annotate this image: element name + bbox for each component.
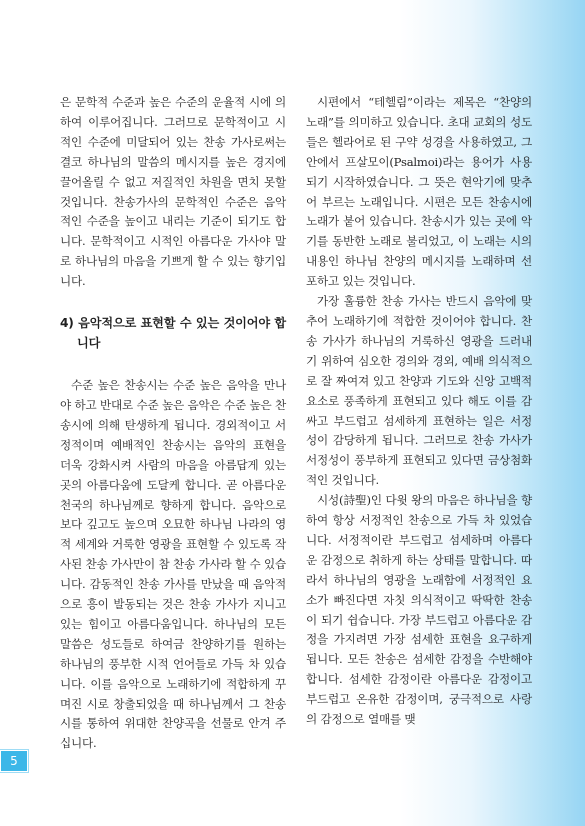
left-paragraph-2: 수준 높은 찬송시는 수준 높은 음악을 만나야 하고 반대로 수준 높은 음악은 수준 높은 찬송시에 의해 탄생하게 됩니다. 경외적이고 서정적이며 예배적인 찬송시는 음악의 표현을 더욱 강화시켜 사람의 마음을 아름답게 있는 곳의 아름다움에 도달케 합니다. 곧 아름다운 천국의 하나님께로 향하게 합니다. 음악으로 보다 깊고도 높으며 오묘한 하나님 나라의 영적 세계와 거룩한 영광을 표현할 수 있도록 작사된 찬송 가사만이 참 찬송 가사라 할 수 있습니다. 감동적인 찬송 가사를 만났을 때 음악적으로 흥이 발동되는 것은 찬송 가사가 지니고 있는 힘이고 아름다움입니다. 하나님의 모든 말씀은 성도들로 하여금 찬양하기를 원하는 하나님의 풍부한 시적 언어들로 가득 차 있습니다. 이를 음악으로 노래하기에 적합하게 꾸며진 시로 창출되었을 때 하나님께서 그 찬송시를 통하여 위대한 찬양곡을 선물로 안겨 주십니다. (60, 378, 286, 751)
right-paragraph-2: 가장 훌륭한 찬송 가사는 반드시 음악에 맞추어 노래하기에 적합한 것이어야 합니다. 찬송 가사가 하나님의 거룩하신 영광을 드러내기 위하여 심오한 경의와 경외, 예배 의식적으로 잘 짜여져 있고 찬양과 기도와 신앙 고백적 요소로 풍족하게 표현되고 있다 해도 이를 감싸고 부드럽고 섬세하게 표현하는 일은 서정성이 감당하게 됩니다. 그러므로 찬송 가사가 서정성이 풍부하게 표현되고 있다면 금상첨화적인 것입니다. (306, 294, 532, 488)
right-paragraph-1: 시편에서 “테헬림”이라는 제목은 “찬양의 노래”를 의미하고 있습니다. 초대 교회의 성도들은 헬라어로 된 구약 성경을 사용하였고, 그 안에서 프살모이(Psalmoi)라는 용어가 사용되기 시작하였습니다. 그 뜻은 현악기에 맞추어 부르는 노래입니다. 시편은 모든 찬송시에 노래가 붙어 있습니다. 찬송시가 있는 곳에 악기를 동반한 노래로 불리었고, 이 노래는 시의 내용인 하나님 찬양의 메시지를 노래하며 선포하고 있는 것입니다. (306, 95, 532, 289)
left-column (60, 93, 286, 754)
left-paragraph-1: 은 문학적 수준과 높은 수준의 운율적 시에 의하여 이루어집니다. 그러므로 문학적이고 시적인 수준에 미달되어 있는 찬송 가사로써는 결코 하나님의 말씀의 메시지를 높은 경지에 끌어올릴 수 없고 저질적인 차원을 면치 못할 것입니다. 찬송가사의 문학적인 수준은 음악적인 수준을 높이고 내리는 기준이 되기도 합니다. 문학적이고 시적인 아름다운 가사야 말로 하나님의 마음을 기쁘게 할 수 있는 향기입니다. (60, 95, 286, 289)
right-paragraph-3: 시성(詩聖)인 다윗 왕의 마음은 하나님을 향하여 항상 서정적인 찬송으로 가득 차 있었습니다. 서정적이란 부드럽고 섬세하며 아름다운 감정으로 취하게 하는 상태를 말합니다. 따라서 하나님의 영광을 노래함에 서정적인 요소가 빠진다면 자칫 의식적이고 딱딱한 찬송이 되기 쉽습니다. 가장 부드럽고 아름다운 감정을 가지려면 가장 섬세한 표현을 요구하게 됩니다. 모든 찬송은 섬세한 감정을 수반해야 합니다. 섬세한 감정이란 아름다운 감정이고 부드럽고 온유한 감정이며, 궁극적으로 사랑의 감정으로 열매를 맺 (306, 493, 532, 727)
page-number: 5 (0, 750, 28, 772)
section-heading: 4) 음악적으로 표현할 수 있는 것이어야 합니다 (60, 316, 286, 351)
right-column (306, 93, 532, 730)
